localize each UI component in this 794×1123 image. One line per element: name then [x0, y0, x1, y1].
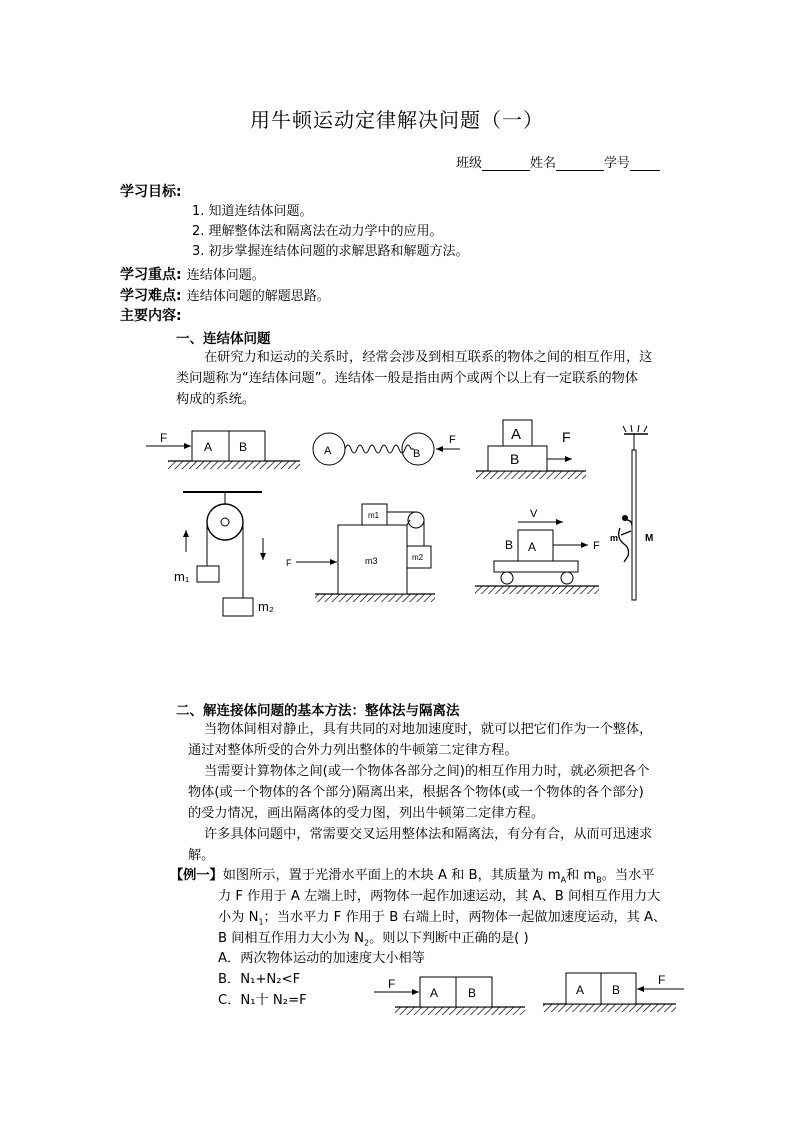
example-text: 。则以下判断中正确的是( ) [369, 931, 529, 946]
difficulty-heading: 学习难点: [120, 288, 182, 304]
option-a: A．两次物体运动的加速度大小相等 [218, 951, 425, 966]
example-text: 。当水平 [601, 868, 655, 883]
subscript: A [560, 875, 567, 885]
pole-label: M [645, 533, 654, 544]
block-b-label: B [239, 440, 248, 454]
page-title: 用牛顿运动定律解决问题（一） [250, 108, 544, 132]
m1-label: m1 [368, 511, 380, 520]
section2-heading: 二、解连接体问题的基本方法：整体法与隔离法 [176, 703, 460, 719]
example-text: 和 m [566, 868, 597, 883]
subscript: B [596, 875, 602, 885]
example-text: 如图所示，置于光滑水平面上的木块 A 和 B，其质量为 m [222, 868, 561, 883]
force-label: F [562, 429, 571, 445]
s2-p2-line2: 物体(或一个物体的各个部分)隔离出来，根据各个物体(或一个物体的各个部分) [188, 785, 644, 800]
block-a-label: A [511, 426, 522, 443]
example-label: 【例一】 [170, 868, 223, 883]
example-figure-right [543, 973, 684, 1012]
force-label: F [658, 973, 666, 987]
example-figure-left [374, 977, 525, 1015]
block-a-label: A [204, 440, 213, 454]
objective-2: 2. 理解整体法和隔离法在动力学中的应用。 [192, 224, 443, 239]
ball-a-label: A [324, 445, 332, 457]
name-label: 姓名 [530, 156, 557, 171]
section1-line2: 类问题称为“连结体问题”。连结体一般是指由两个或两个以上有一定联系的物体 [176, 371, 639, 386]
s2-p3-line2: 解。 [188, 848, 215, 863]
ball-b-label: B [413, 448, 421, 460]
content-heading: 主要内容: [120, 308, 182, 324]
section1-line3: 构成的系统。 [176, 392, 256, 407]
block-a-label: A [528, 540, 537, 554]
m2-label: m2 [412, 553, 424, 562]
force-label: F [160, 431, 168, 445]
section1-line1: 在研究力和运动的关系时，经常会涉及到相互联系的物体之间的相互作用，这 [204, 350, 653, 365]
block-a-label: A [576, 983, 585, 997]
block-b-label: B [612, 983, 621, 997]
subscript: 2 [363, 938, 370, 948]
s2-p3-line1: 许多具体问题中，常需要交叉运用整体法和隔离法，有分有合，从而可迅速求 [204, 827, 653, 842]
objective-3: 3. 初步掌握连结体问题的求解思路和解题方法。 [192, 244, 469, 259]
objectives-heading: 学习目标: [120, 184, 182, 200]
example-text: ；当水平力 F 作用于 B 右端上时，两物体一起做加速度运动，其 A、 [263, 910, 667, 925]
block-b-label: B [468, 986, 477, 1000]
m3-label: m3 [365, 556, 378, 566]
force-label: F [593, 540, 600, 552]
option-b: B．N₁+N₂<F [218, 972, 301, 987]
block-b-label: B [505, 538, 514, 552]
difficulty-text: 连结体问题的解题思路。 [186, 289, 330, 304]
subscript: 1 [258, 917, 264, 927]
example-text: 小为 N [218, 910, 259, 925]
example-line2: 力 F 作用于 A 左端上时，两物体一起作加速运动，其 A、B 间相互作用力大 [218, 889, 661, 904]
force-label: F [286, 558, 292, 568]
block-b-label: B [510, 451, 520, 467]
s2-p1-line1: 当物体间相对静止，具有共同的对地加速度时，就可以把它们作为一个整体， [204, 722, 653, 737]
block-a-label: A [430, 986, 439, 1000]
ground-hatch [395, 1007, 525, 1015]
example-text: B 间相互作用力大小为 N [218, 931, 364, 946]
force-label: F [449, 434, 456, 446]
climber-label: m [610, 533, 619, 543]
m1-label: m₁ [174, 569, 190, 584]
id-label: 学号 [604, 156, 631, 171]
s2-p2-line1: 当需要计算物体之间(或一个物体各部分之间)的相互作用力时，就必须把各个 [204, 764, 650, 779]
ground-hatch [543, 1004, 676, 1012]
key-text: 连结体问题。 [186, 268, 265, 283]
objective-1: 1. 知道连结体问题。 [192, 204, 313, 219]
section1-heading: 一、连结体问题 [176, 331, 271, 347]
option-c: C．N₁十 N₂=F [218, 993, 307, 1008]
s2-p2-line3: 的受力情况，画出隔离体的受力图，列出牛顿第二定律方程。 [188, 806, 545, 821]
m2-label: m₂ [258, 599, 274, 614]
force-label: F [388, 977, 396, 991]
class-label: 班级 [456, 156, 483, 171]
velocity-label: V [530, 508, 538, 520]
key-heading: 学习重点: [120, 267, 182, 283]
s2-p1-line2: 通过对整体所受的合外力列出整体的牛顿第二定律方程。 [188, 743, 518, 758]
